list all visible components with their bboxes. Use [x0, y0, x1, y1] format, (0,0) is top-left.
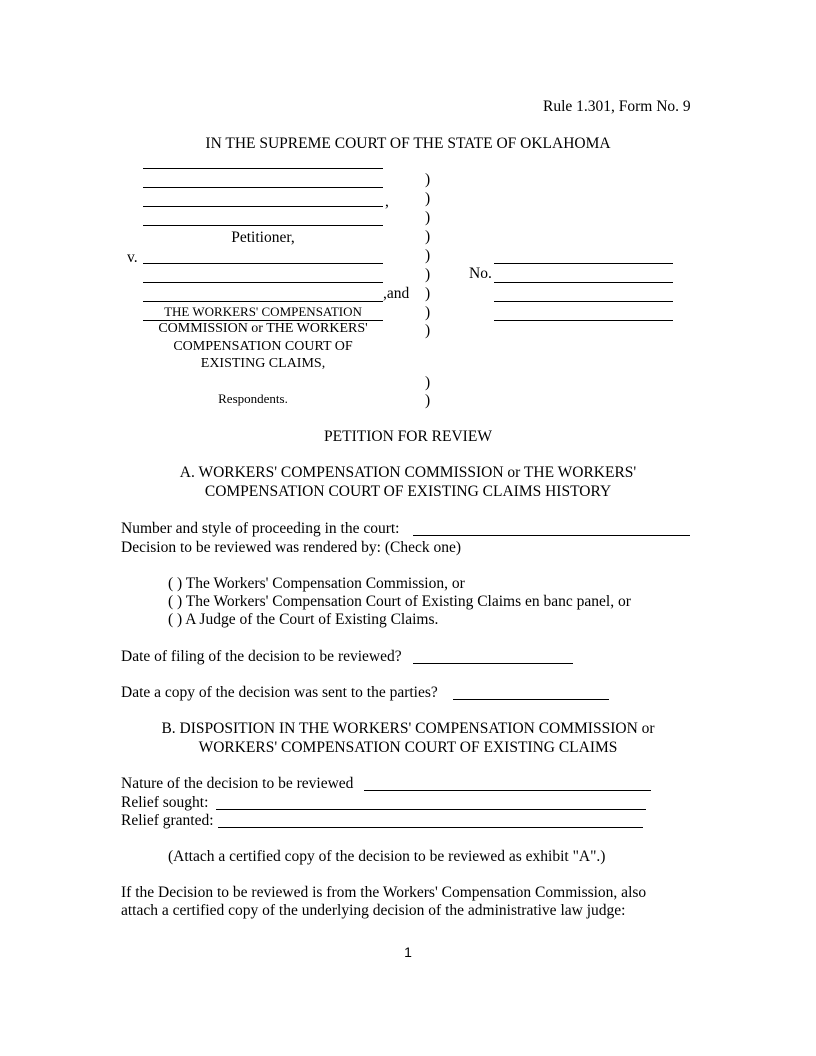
petitioner-line-2[interactable] — [143, 187, 383, 188]
section-a-heading-1: A. WORKERS' COMPENSATION COMMISSION or THE WORKERS' — [179, 464, 637, 481]
section-b-heading-1: B. DISPOSITION IN THE WORKERS' COMPENSATION COMMISSION or — [161, 720, 655, 737]
relief-granted-field[interactable] — [218, 827, 643, 828]
relief-sought-field[interactable] — [216, 809, 646, 810]
respondent-line-2[interactable] — [143, 282, 383, 283]
caption-paren: ) — [425, 266, 431, 283]
number-style-label: Number and style of proceeding in the court: — [121, 520, 400, 537]
and-label: ,and — [383, 285, 410, 302]
date-copy-field[interactable] — [453, 699, 609, 700]
option-en-banc-panel[interactable]: ( ) The Workers' Compensation Court of Existing Claims en banc panel, or — [168, 593, 631, 610]
caption-paren: ) — [425, 247, 431, 264]
respondent-line-1[interactable] — [143, 263, 383, 264]
caption-paren: ) — [425, 171, 431, 188]
respondent-name-line-3: COMPENSATION COURT OF — [173, 339, 353, 354]
respondent-name-line-1: THE WORKERS' COMPENSATION — [164, 304, 362, 319]
caption-paren: ) — [425, 190, 431, 207]
date-filing-label: Date of filing of the decision to be reviewed? — [121, 648, 402, 665]
caption-paren: ) — [425, 209, 431, 226]
caption-paren: ) — [425, 228, 431, 245]
petitioner-line-1[interactable] — [143, 168, 383, 169]
respondent-line-3[interactable] — [143, 301, 383, 302]
petitioner-line-4[interactable] — [143, 225, 383, 226]
attach-note: (Attach a certified copy of the decision to be reviewed as exhibit "A".) — [168, 848, 606, 865]
case-number-line-2[interactable] — [494, 282, 673, 283]
date-filing-field[interactable] — [413, 663, 573, 664]
number-style-field[interactable] — [413, 535, 690, 536]
relief-sought-label: Relief sought: — [121, 794, 209, 811]
relief-granted-label: Relief granted: — [121, 812, 214, 829]
page-number: 1 — [404, 944, 412, 960]
section-b-heading-2: WORKERS' COMPENSATION COURT OF EXISTING CLAIMS — [198, 739, 618, 756]
petitioner-label: Petitioner, — [231, 229, 295, 246]
section-a-heading-2: COMPENSATION COURT OF EXISTING CLAIMS HISTORY — [204, 483, 612, 500]
respondent-name-line-4: EXISTING CLAIMS, — [200, 356, 326, 371]
case-number-line-1[interactable] — [494, 263, 673, 264]
petitioner-comma: , — [385, 193, 389, 210]
caption-paren: ) — [425, 322, 431, 339]
caption-paren: ) — [425, 285, 431, 302]
case-number-label: No. — [469, 265, 492, 282]
final-paragraph-line-1: If the Decision to be reviewed is from the Workers' Compensation Commission, also — [121, 884, 647, 901]
case-number-line-4[interactable] — [494, 320, 673, 321]
respondents-label: Respondents. — [218, 391, 288, 406]
case-number-line-3[interactable] — [494, 301, 673, 302]
caption-paren: ) — [425, 392, 431, 409]
caption-paren: ) — [425, 304, 431, 321]
date-copy-label: Date a copy of the decision was sent to the parties? — [121, 684, 438, 701]
caption-paren: ) — [425, 374, 431, 391]
decision-by-label: Decision to be reviewed was rendered by: (Check one) — [121, 539, 462, 556]
rule-reference: Rule 1.301, Form No. 9 — [543, 98, 691, 115]
final-paragraph-line-2: attach a certified copy of the underlying decision of the administrative law judge: — [121, 902, 626, 919]
option-judge[interactable]: ( ) A Judge of the Court of Existing Claims. — [168, 611, 439, 628]
nature-field[interactable] — [364, 790, 651, 791]
respondent-name-line-2: COMMISSION or THE WORKERS' — [158, 321, 368, 336]
nature-label: Nature of the decision to be reviewed — [121, 775, 354, 792]
option-commission[interactable]: ( ) The Workers' Compensation Commission, or — [168, 575, 465, 592]
versus-label: v. — [127, 249, 138, 266]
document-title: PETITION FOR REVIEW — [324, 428, 492, 445]
court-title: IN THE SUPREME COURT OF THE STATE OF OKLAHOMA — [205, 135, 611, 152]
petitioner-line-3[interactable] — [143, 206, 383, 207]
